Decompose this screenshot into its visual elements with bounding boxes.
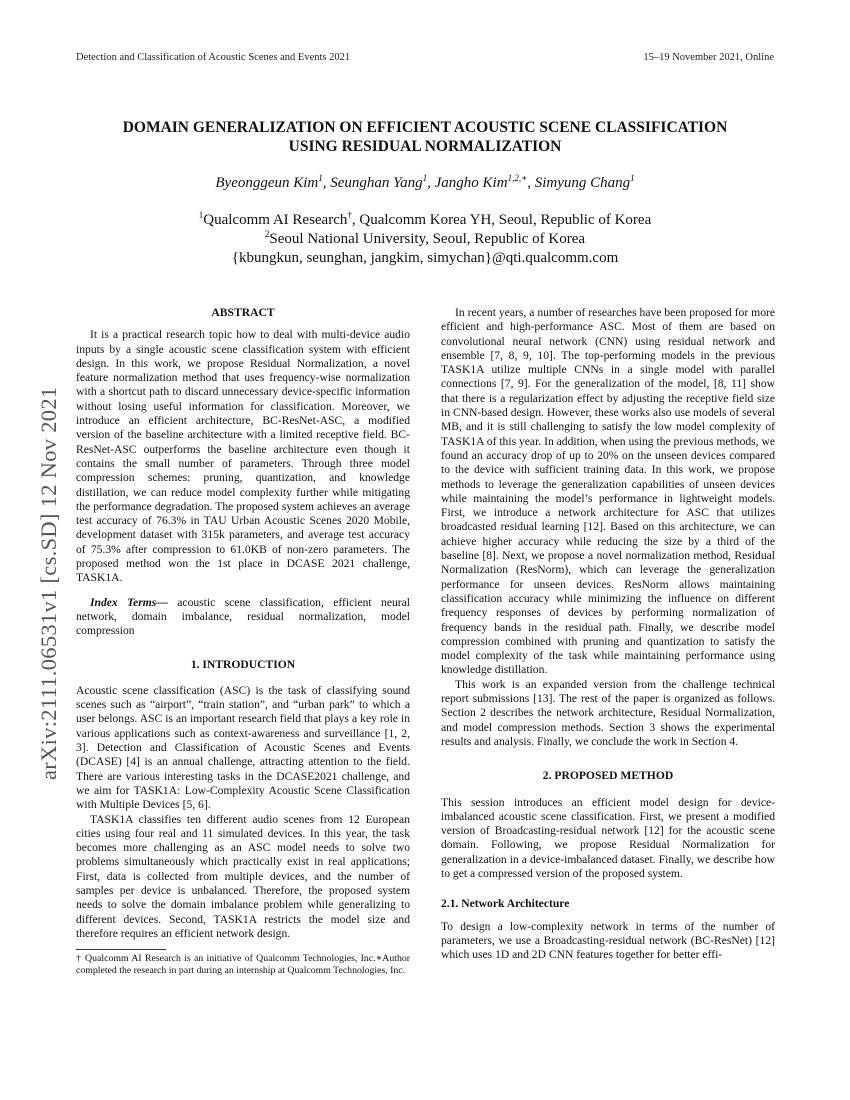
title-line-1: DOMAIN GENERALIZATION ON EFFICIENT ACOUSTIC SCENE CLASSIFICATION (122, 119, 728, 136)
running-header-left: Detection and Classification of Acoustic Scenes and Events 2021 (76, 52, 351, 63)
author-sup: 1 (630, 173, 635, 183)
affiliation-sup: 1 (198, 210, 204, 220)
author-name: Byeonggeun Kim (215, 175, 319, 191)
author-name: Simyung Chang (534, 175, 631, 191)
author-name: Seunghan Yang (330, 175, 423, 191)
footnote-rule (76, 949, 166, 950)
footnote: † Qualcomm AI Research is an initiative of Qualcomm Technologies, Inc.∗Author completed the research in part during an internship at Qualcomm Technologies, Inc. (76, 953, 410, 977)
intro-paragraph-4: This work is an expanded version from the challenge technical report submissions [13]. The rest of the paper is organized as follows. Section 2 describes the network architecture, Residual Normalization, and model compression methods. Section 3 shows the experimental results and analysis. Finally, we conclude the work in Section 4. (441, 677, 775, 748)
affiliation-org: Seoul National University, Seoul, Republic of Korea (269, 231, 586, 247)
author-name: Jangho Kim (434, 175, 508, 191)
dagger-mark: † (347, 210, 352, 220)
method-paragraph-2: To design a low-complexity network in terms of the number of parameters, we use a Broadcasting-residual network (BC-ResNet) [12] which uses 1D and 2D CNN features together for better effi- (441, 919, 775, 962)
author-list: Byeonggeun Kim$^1$, Seunghan Yang$^1$, Jangho Kim$^{1,2,∗}$, Simyung Chang$^1$ (215, 173, 635, 191)
author-emails: {kbungkun, seunghan, jangkim, simychan}@qti.qualcomm.com (231, 250, 619, 266)
affiliation-sup: 2 (264, 229, 270, 239)
arxiv-identifier: arXiv:2111.06531v1 [cs.SD] 12 Nov 2021 (36, 386, 61, 780)
intro-heading: 1. INTRODUCTION (190, 657, 296, 671)
abstract-text: It is a practical research topic how to deal with multi-device audio inputs by a single acoustic scene classification system with efficient design. In this work, we propose Residual Normalization, a novel feature normalization method that uses frequency-wise normalization with a shortcut path to discard unnecessary device-specific information without losing useful information for classification. Moreover, we introduce an efficient architecture, BC-ResNet-ASC, a modified version of the baseline architecture with a limited receptive field. BC-ResNet-ASC outperforms the baseline architecture even though it contains the small number of parameters. Through three model compression schemes: pruning, quantization, and knowledge distillation, we can reduce model complexity further while mitigating the performance degradation. The proposed system achieves an average test accuracy of 76.3% in TAU Urban Acoustic Scenes 2020 Mobile, development dataset with 315k parameters, and average test accuracy of 75.3% after compression to 61.0KB of non-zero parameters. The proposed method won the 1st place in DCASE 2021 challenge, TASK1A. (76, 328, 410, 585)
index-terms-label: Index Terms— (90, 595, 168, 609)
author-sup: 1 (422, 173, 428, 183)
subsection-heading: 2.1. Network Architecture (441, 897, 570, 911)
abstract-heading: ABSTRACT (211, 306, 275, 319)
method-heading: 2. PROPOSED METHOD (542, 769, 674, 783)
intro-paragraph-2: TASK1A classifies ten different audio scenes from 12 European cities using four real and 11 simulated devices. In this year, the task becomes more challenging as an ASC model needs to solve two problems simultaneously which practically exist in real applications; First, data is collected from multiple devices, and the number of samples per device is unbalanced. Therefore, the proposed system needs to solve the domain imbalance problem while generalizing to different devices. Second, TASK1A restricts the model size and therefore requires an efficient network design. (76, 812, 410, 940)
running-header-right: 15–19 November 2021, Online (643, 52, 774, 63)
title-line-2: USING RESIDUAL NORMALIZATION (288, 138, 562, 155)
affiliation-rest: , Qualcomm Korea YH, Seoul, Republic of Korea (351, 212, 652, 228)
affiliation-1 (76, 211, 774, 230)
intro-paragraph-1: Acoustic scene classification (ASC) is the task of classifying sound scenes such as “airport”, “train station”, and “urban park” to which a user belongs. ASC is an important research field that plays a key role in various applications such as context-awareness and surveillance [1, 2, 3]. Detection and Classification of Acoustic Scenes and Events (DCASE) [4] is an annual challenge, attracting attention to the field. There are various interesting tasks in the DCASE2021 challenge, and we aim for TASK1A: Low-Complexity Acoustic Scene Classification with Multiple Devices [5, 6]. (76, 683, 410, 812)
author-sup: 1 (318, 173, 323, 183)
affiliations (76, 211, 774, 268)
intro-paragraph-3: In recent years, a number of researches have been proposed for more efficient and high-performance ASC. Most of them are based on convolutional neural network (CNN) using residual network and ensemble [7, 8, 9, 10]. The top-performing models in the previous TASK1A utilize multiple CNNs in a single model with parallel connections [7, 9]. For the generalization of the model, [8, 11] show that there is a regularization effect by adjusting the receptive field size in CNN-based design. However, these works also use models of several MB, and it is still challenging to satisfy the low model complexity of TASK1A of this year. In addition, when using the previous methods, we found an accuracy drop of up to 20% on the unseen devices compared to the device with sufficient training data. In this work, we propose methods to leverage the generalization capabilities of unseen devices while maintaining the model’s performance in lightweight models. First, we introduce a network architecture for ASC that utilizes broadcasted residual learning [12]. Based on this architecture, we can achieve higher accuracy while reducing the size by a third of the baseline [8]. Next, we propose a novel normalization method, Residual Normalization (ResNorm), which can leverage the generalization performance for unseen devices. ResNorm allows maintaining classification accuracy while minimizing the influence on different frequency responses of devices by performing normalization of frequency bands in the residual path. Finally, we describe model compression combined with pruning and quantization to satisfy the model complexity of the task while maintaining performance using knowledge distillation. (441, 306, 775, 677)
affiliation-2 (76, 230, 774, 249)
paper-title (76, 118, 774, 156)
index-terms-text: acoustic scene classification, efficient neural network, domain imbalance, residual normalization, model compression (76, 595, 410, 638)
right-column (441, 306, 775, 962)
left-column (76, 306, 410, 977)
affiliation-org: Qualcomm AI Research (203, 212, 348, 228)
method-paragraph-1: This session introduces an efficient model design for device-imbalanced acoustic scene classification. First, we present a modified version of Broadcasting-residual network [12] for the acoustic scene domain. Following, we propose Residual Normalization for generalization in a device-imbalanced dataset. Finally, we describe how to get a compressed version of the proposed system. (441, 795, 775, 880)
index-terms (76, 596, 410, 639)
author-sup: 1,2,∗ (507, 173, 528, 183)
